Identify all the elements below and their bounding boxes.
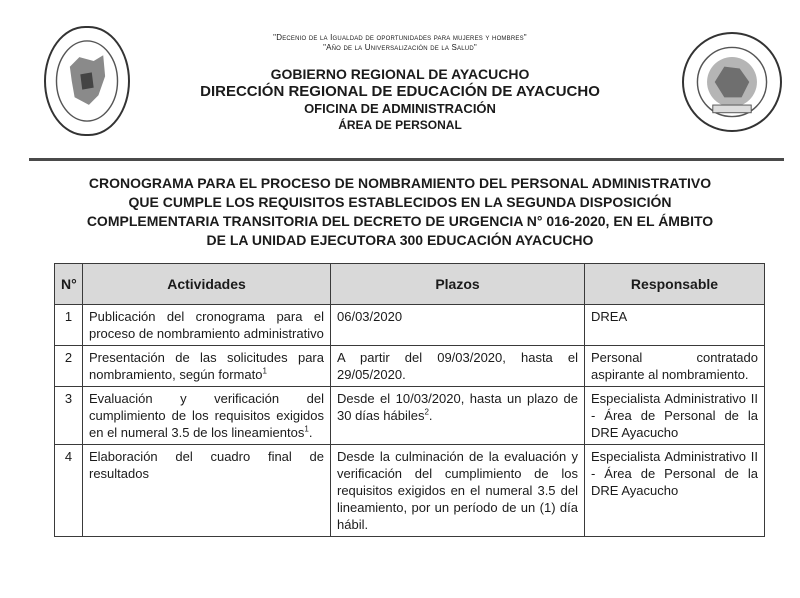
row-number — [55, 346, 83, 387]
title-line-2: QUE CUMPLE LOS REQUISITOS ESTABLECIDOS EN LA SEGUNDA DISPOSICIÓN — [128, 194, 672, 210]
row-responsable — [585, 346, 765, 387]
row-plazo — [331, 445, 585, 537]
row-actividad — [83, 305, 331, 346]
document-title — [40, 174, 760, 250]
regional-seal-icon — [46, 28, 128, 134]
header-actividades: Actividades — [83, 264, 331, 305]
institution-heading — [150, 66, 650, 134]
row-number-text: 3 — [64, 391, 73, 406]
heading-oficina: OFICINA DE ADMINISTRACIÓN — [304, 101, 496, 116]
motto-ano: "Año de la Universalización de la Salud" — [323, 43, 477, 52]
row-actividad — [83, 445, 331, 537]
footnote-marker: 1 — [304, 424, 309, 434]
footnote-marker: 2 — [424, 407, 429, 417]
row-plazo: Desde el 10/03/2020, hasta un plazo de 30 días hábiles$^2$. — [331, 387, 585, 445]
row-actividad-text: Publicación del cronograma para el proceso de nombramiento administrativo — [89, 309, 324, 341]
motto-decenio: "Decenio de la Igualdad de oportunidades para mujeres y hombres" — [273, 33, 527, 42]
row-plazo-text: Desde la culminación de la evaluación y verificación del cumplimiento de los requisitos exigidos en el numeral 3.5 del lineamiento, por un período de un (1) día hábil. — [337, 449, 578, 532]
row-number-text: 4 — [64, 449, 73, 464]
row-responsable-text: DREA — [591, 309, 628, 324]
row-responsable-text: Especialista Administrativo II - Área de Personal de la DRE Ayacucho — [591, 449, 758, 498]
footnote-marker: 1 — [262, 366, 267, 376]
table-row — [55, 387, 765, 445]
title-line-3: COMPLEMENTARIA TRANSITORIA DEL DECRETO DE URGENCIA N° 016-2020, EN EL ÁMBITO — [86, 213, 714, 229]
direccion-regional-seal — [682, 32, 782, 132]
row-responsable-text: Especialista Administrativo II - Área de Personal de la DRE Ayacucho — [591, 391, 758, 440]
row-actividad — [83, 346, 331, 387]
header-plazos: Plazos — [331, 264, 585, 305]
heading-direccion: DIRECCIÓN REGIONAL DE EDUCACIÓN DE AYACUCHO — [200, 83, 600, 100]
table-header-row — [55, 264, 765, 305]
row-responsable — [585, 445, 765, 537]
row-actividad: Evaluación y verificación del cumplimiento de los requisitos exigidos en el numeral 3.5 de los lineamientos$^1$. — [83, 387, 331, 445]
table-row — [55, 346, 765, 387]
row-actividad-text: Evaluación y verificación del cumplimiento de los requisitos exigidos en el numeral 3.5 de los lineamientos — [89, 391, 324, 440]
education-seal-icon — [684, 34, 780, 130]
row-plazo-text: 06/03/2020 — [337, 309, 403, 324]
gobierno-regional-seal — [44, 26, 130, 136]
row-plazo — [331, 305, 585, 346]
heading-gobierno: GOBIERNO REGIONAL DE AYACUCHO — [270, 66, 530, 82]
row-responsable — [585, 305, 765, 346]
row-plazo — [331, 346, 585, 387]
row-responsable — [585, 387, 765, 445]
row-actividad-text: Presentación de las solicitudes para nombramiento, según formato — [89, 350, 324, 382]
row-plazo-text: A partir del 09/03/2020, hasta el 29/05/2020. — [337, 350, 578, 382]
row-number — [55, 445, 83, 537]
row-plazo-text: Desde el 10/03/2020, hasta un plazo de 30 días hábiles — [337, 391, 578, 423]
header-responsable: Responsable — [585, 264, 765, 305]
row-number-text: 1 — [64, 309, 73, 324]
row-responsable-text: Personal contratado aspirante al nombramiento. — [591, 350, 758, 382]
row-number — [55, 305, 83, 346]
row-actividad-text: Elaboración del cuadro final de resultados — [89, 449, 324, 481]
title-line-4: DE LA UNIDAD EJECUTORA 300 EDUCACIÓN AYACUCHO — [206, 232, 594, 248]
header-n: N° — [55, 264, 83, 305]
title-line-1: CRONOGRAMA PARA EL PROCESO DE NOMBRAMIENTO DEL PERSONAL ADMINISTRATIVO — [88, 175, 712, 191]
row-number — [55, 387, 83, 445]
heading-area: ÁREA DE PERSONAL — [338, 118, 462, 132]
row-number-text: 2 — [64, 350, 73, 365]
table-row — [55, 445, 765, 537]
header-mottos — [180, 33, 620, 53]
table-row — [55, 305, 765, 346]
schedule-table — [54, 263, 765, 537]
header-divider — [29, 158, 784, 161]
